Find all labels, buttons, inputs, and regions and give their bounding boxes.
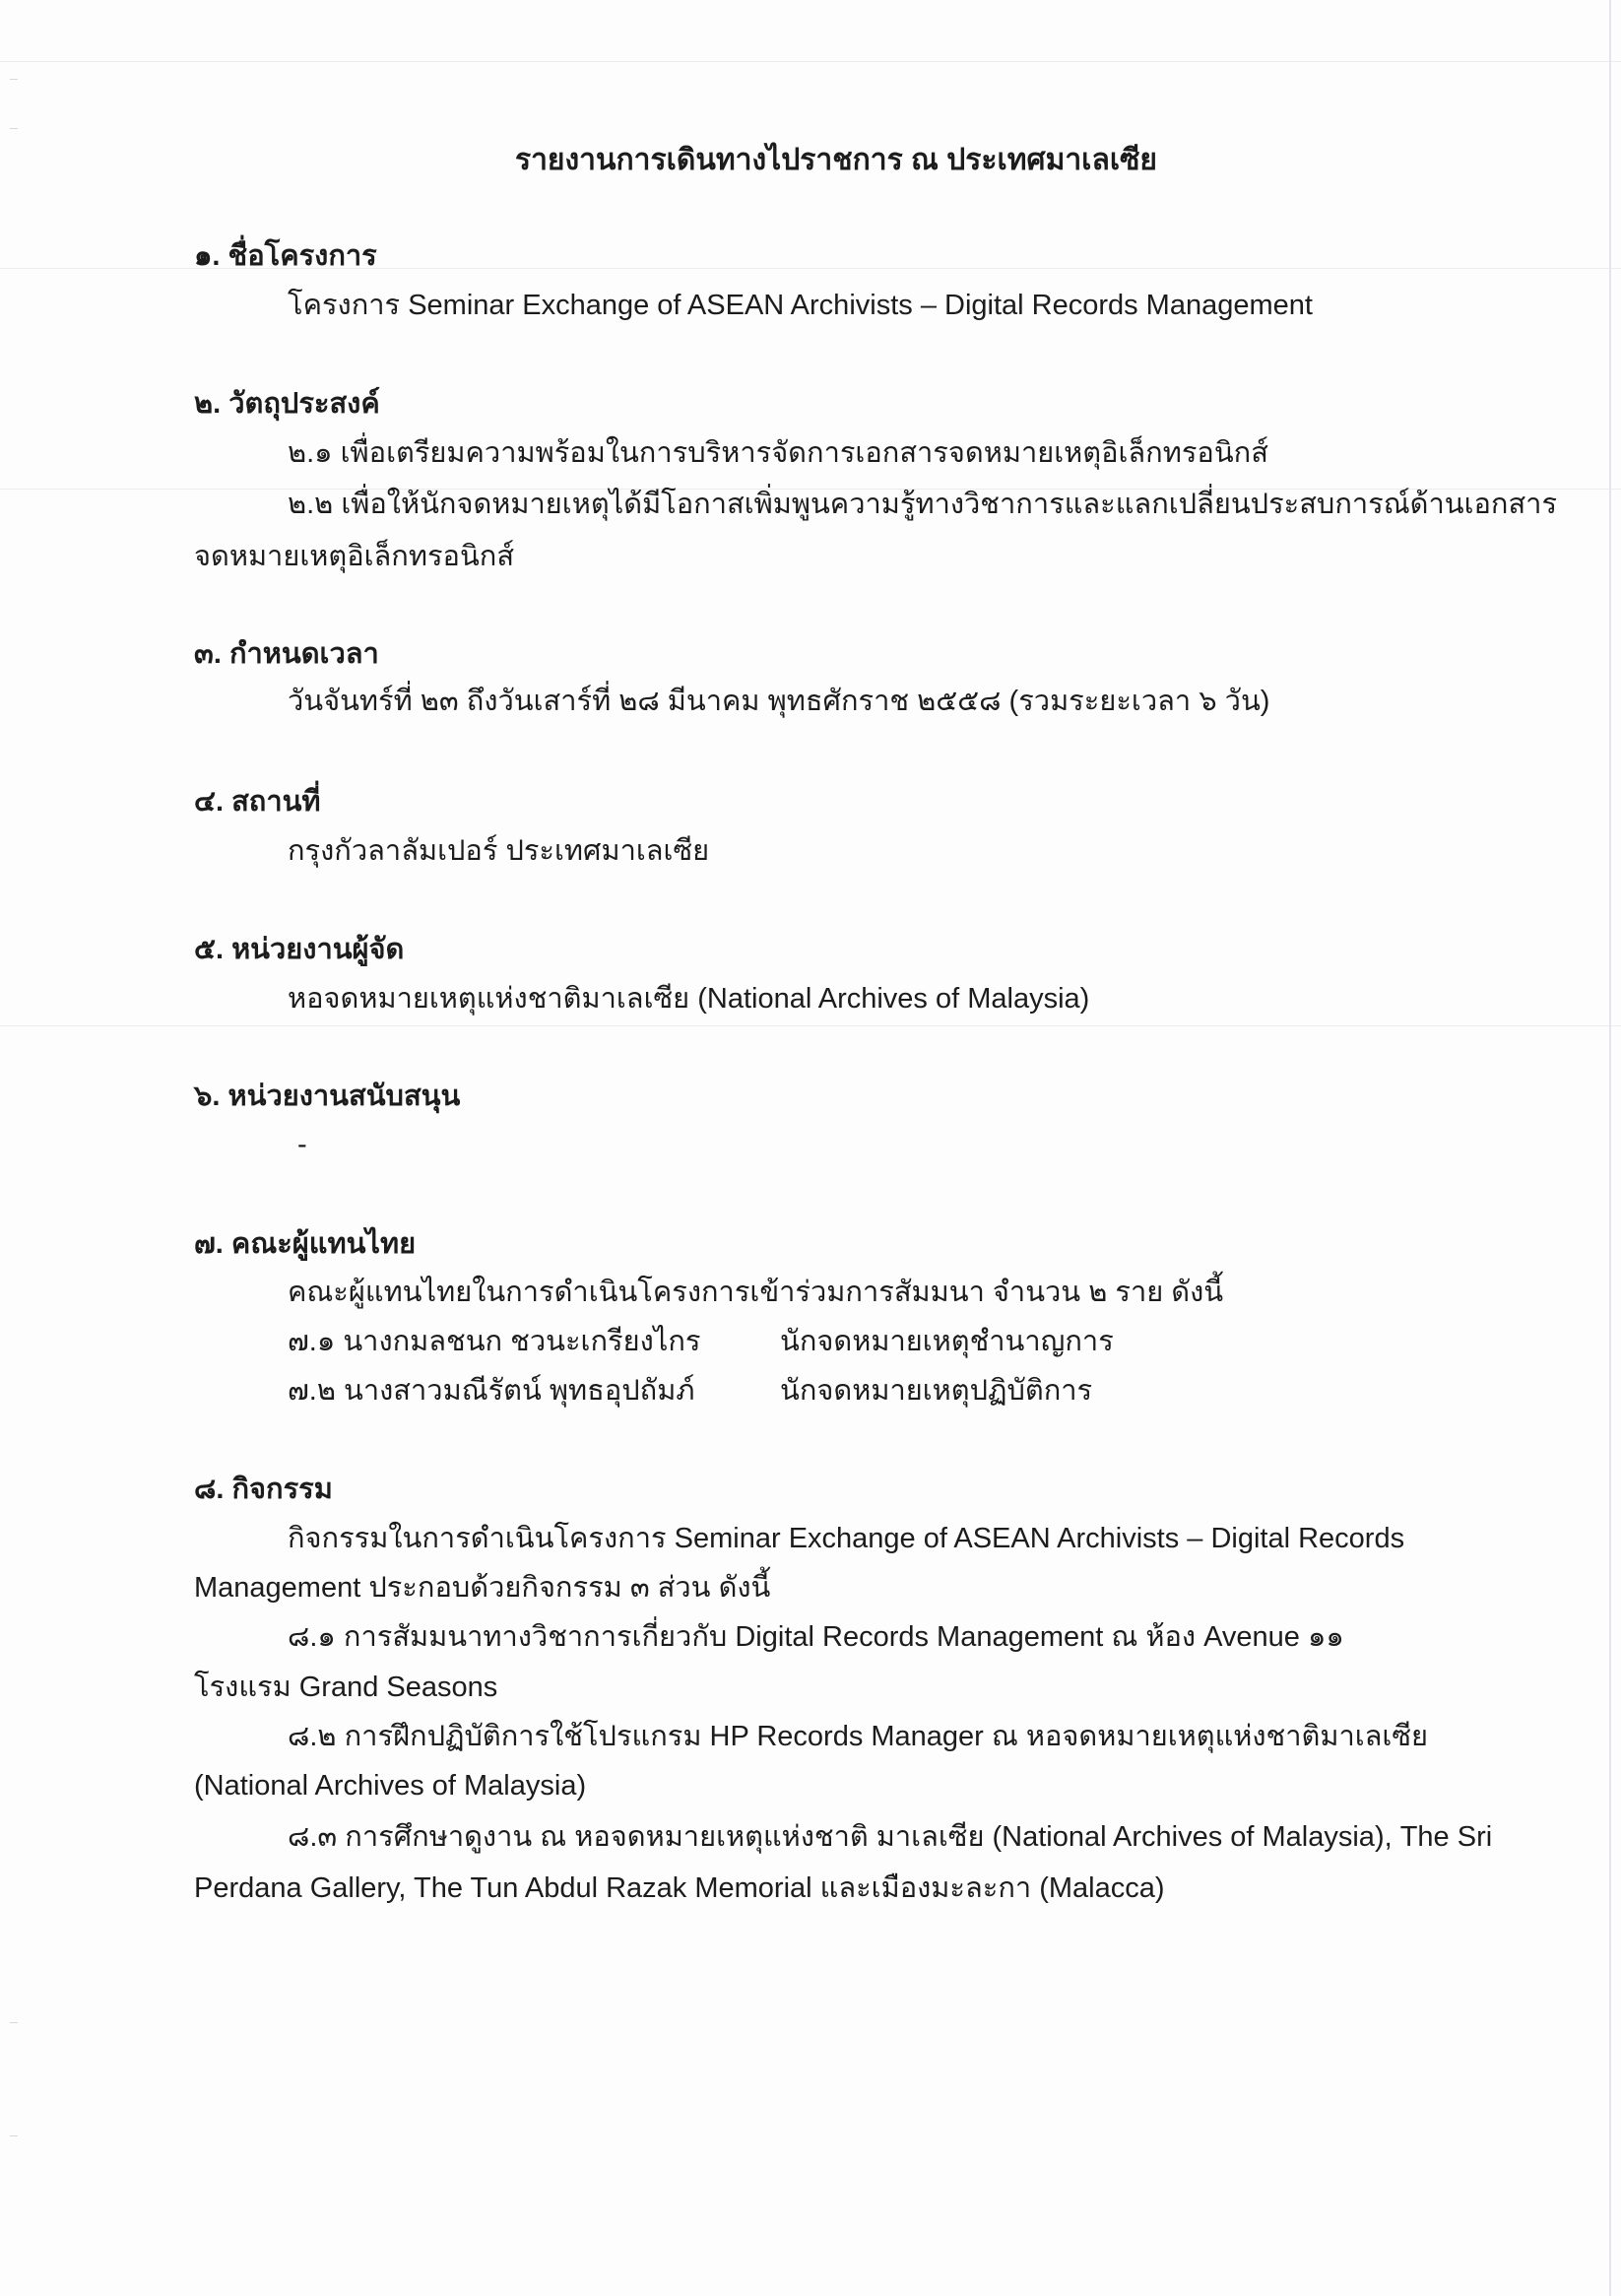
section-8-intro-cont: Management ประกอบด้วยกิจกรรม ๓ ส่วน ดังนี้ <box>194 1572 771 1604</box>
margin-mark <box>10 79 18 80</box>
section-2-item-1: ๒.๑ เพื่อเตรียมความพร้อมในการบริหารจัดการเอกสารจดหมายเหตุอิเล็กทรอนิกส์ <box>288 437 1268 469</box>
document-title: รายงานการเดินทางไปราชการ ณ ประเทศมาเลเซีย <box>514 144 1158 176</box>
section-8-heading: ๘. กิจกรรม <box>194 1474 333 1505</box>
activity-8-2-cont: (National Archives of Malaysia) <box>194 1770 587 1802</box>
section-6-heading: ๖. หน่วยงานสนับสนุน <box>194 1081 461 1112</box>
section-1-body: โครงการ Seminar Exchange of ASEAN Archivists – Digital Records Management <box>288 290 1313 321</box>
section-8-intro: กิจกรรมในการดำเนินโครงการ Seminar Exchange of ASEAN Archivists – Digital Records <box>288 1523 1405 1554</box>
activity-8-1-cont: โรงแรม Grand Seasons <box>194 1672 498 1703</box>
section-4-heading: ๔. สถานที่ <box>194 786 321 818</box>
member-2-position: นักจดหมายเหตุปฏิบัติการ <box>780 1375 1093 1407</box>
section-2-item-2: ๒.๒ เพื่อให้นักจดหมายเหตุได้มีโอกาสเพิ่มพูนความรู้ทางวิชาการและแลกเปลี่ยนประสบการณ์ด้านเอกสาร <box>288 489 1558 520</box>
section-4-body: กรุงกัวลาลัมเปอร์ ประเทศมาเลเซีย <box>288 835 710 867</box>
section-7-heading: ๗. คณะผู้แทนไทย <box>194 1228 417 1260</box>
activity-8-2: ๘.๒ การฝึกปฏิบัติการใช้โปรแกรม HP Records Manager ณ หอจดหมายเหตุแห่งชาติมาเลเซีย <box>288 1721 1429 1752</box>
page-edge <box>1609 0 1611 2296</box>
section-5-heading: ๕. หน่วยงานผู้จัด <box>194 934 405 965</box>
section-6-body: - <box>297 1129 307 1160</box>
member-1-position: นักจดหมายเหตุชำนาญการ <box>780 1326 1114 1357</box>
section-3-body: วันจันทร์ที่ ๒๓ ถึงวันเสาร์ที่ ๒๘ มีนาคม พุทธศักราช ๒๕๕๘ (รวมระยะเวลา ๖ วัน) <box>288 686 1270 717</box>
scan-artifact-line <box>0 1025 1621 1026</box>
section-3-heading: ๓. กำหนดเวลา <box>194 638 379 670</box>
section-1-heading: ๑. ชื่อโครงการ <box>194 240 377 272</box>
section-2-heading: ๒. วัตถุประสงค์ <box>194 388 380 420</box>
margin-mark <box>10 2135 18 2136</box>
section-2-item-2-cont: จดหมายเหตุอิเล็กทรอนิกส์ <box>194 541 515 572</box>
margin-mark <box>10 128 18 129</box>
section-7-intro: คณะผู้แทนไทยในการดำเนินโครงการเข้าร่วมการสัมมนา จำนวน ๒ ราย ดังนี้ <box>288 1277 1224 1308</box>
margin-mark <box>10 2022 18 2023</box>
member-2-name: ๗.๒ นางสาวมณีรัตน์ พุทธอุปถัมภ์ <box>288 1375 695 1407</box>
member-1-name: ๗.๑ นางกมลชนก ชวนะเกรียงไกร <box>288 1326 701 1357</box>
activity-8-1: ๘.๑ การสัมมนาทางวิชาการเกี่ยวกับ Digital Records Management ณ ห้อง Avenue ๑๑ <box>288 1621 1344 1653</box>
activity-8-3: ๘.๓ การศึกษาดูงาน ณ หอจดหมายเหตุแห่งชาติ มาเลเซีย (National Archives of Malaysia), The Sri <box>288 1821 1493 1853</box>
section-5-body: หอจดหมายเหตุแห่งชาติมาเลเซีย (National Archives of Malaysia) <box>288 983 1090 1015</box>
scan-artifact-line <box>0 61 1621 62</box>
activity-8-3-cont: Perdana Gallery, The Tun Abdul Razak Memorial และเมืองมะละกา (Malacca) <box>194 1872 1165 1904</box>
